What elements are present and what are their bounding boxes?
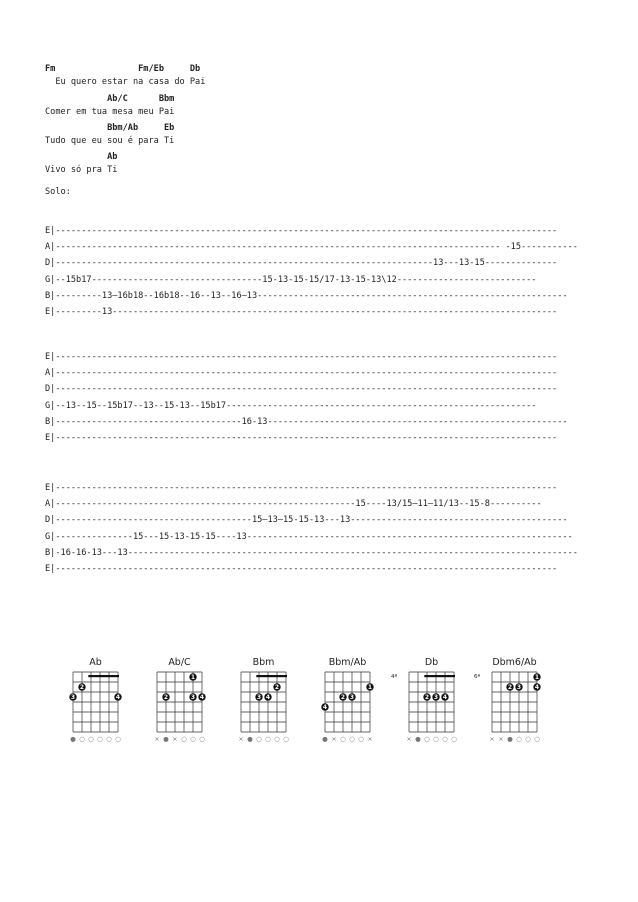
chord-name: Db xyxy=(424,657,439,668)
string-status-mark: ○ xyxy=(97,735,103,743)
tab-line: D|-------------------------------------------------------------------------13---13-15-------------- xyxy=(45,258,558,269)
tab-line: A|----------------------------------------------------------15----13/15—11—11/13--15-8---------- xyxy=(45,499,542,510)
string-status-mark: ○ xyxy=(190,735,196,743)
tab-line: E|------------------------------------------------------------------------------------------------- xyxy=(45,483,558,493)
finger-number: 3 xyxy=(516,684,522,692)
tab-line: B|-16-16-13---13--------------------------------------------------------------------------------------- xyxy=(45,547,578,558)
tab-line: G|--15b17---------------------------------15-13-15-15/17-13-15-13\12--------------------------- xyxy=(45,274,537,285)
string-status-mark: ● xyxy=(247,735,253,743)
chord-name: Ab/C xyxy=(168,657,191,668)
barre-bar xyxy=(88,675,119,677)
chord-line: Ab/C Bbm xyxy=(45,94,175,104)
string-status-mark: ○ xyxy=(525,735,531,743)
string-status-mark: × xyxy=(172,735,178,743)
string-status-mark: × xyxy=(154,735,160,743)
string-status-mark: ● xyxy=(70,735,76,743)
finger-number: 1 xyxy=(534,674,540,682)
chord-line: Fm Fm/Eb Db xyxy=(45,64,201,74)
tab-line: A|------------------------------------------------------------------------------------------------- xyxy=(45,368,558,379)
finger-number: 3 xyxy=(433,694,439,702)
barre-bar xyxy=(424,675,455,677)
finger-number: 4 xyxy=(115,694,121,702)
finger-number: 1 xyxy=(367,684,373,692)
string-status-mark: ○ xyxy=(256,735,262,743)
tab-line: G|---------------15---15-13-15-15----13--------------------------------------------------------------- xyxy=(45,531,573,542)
finger-number: 3 xyxy=(349,694,355,702)
string-status-mark: ○ xyxy=(274,735,280,743)
string-status-mark: ○ xyxy=(358,735,364,743)
string-status-mark: ● xyxy=(322,735,328,743)
tab-line: G|--13--15--15b17--13--15-13--15b17------------------------------------------------------------ xyxy=(45,400,537,411)
string-status-mark: × xyxy=(498,735,504,743)
string-status-mark: ○ xyxy=(433,735,439,743)
string-status-mark: ○ xyxy=(88,735,94,743)
tab-line: D|------------------------------------------------------------------------------------------------- xyxy=(45,384,558,395)
tab-line: E|---------13-------------------------------------------------------------------------------------- xyxy=(45,307,558,317)
finger-number: 1 xyxy=(190,674,196,682)
tab-line: E|------------------------------------------------------------------------------------------------- xyxy=(45,564,558,574)
string-status-mark: ○ xyxy=(79,735,85,743)
tab-line: D|--------------------------------------15—13—15-15-13---13------------------------------------------ xyxy=(45,515,568,526)
string-status-mark: ○ xyxy=(106,735,112,743)
solo-label: Solo: xyxy=(45,187,71,197)
string-status-mark: ○ xyxy=(181,735,187,743)
tab-line: E|------------------------------------------------------------------------------------------------- xyxy=(45,352,558,362)
barre-bar xyxy=(256,675,287,677)
chord-diagram xyxy=(474,657,541,743)
finger-number: 2 xyxy=(507,684,513,692)
fret-position-label: 6ª xyxy=(474,674,481,680)
finger-number: 2 xyxy=(424,694,430,702)
chord-line: Ab xyxy=(45,152,118,162)
fret-position-label: 4ª xyxy=(391,674,398,680)
chord-line: Bbm/Ab Eb xyxy=(45,123,175,133)
string-status-mark: ○ xyxy=(442,735,448,743)
string-status-mark: ○ xyxy=(265,735,271,743)
string-status-mark: × xyxy=(406,735,412,743)
chord-name: Dbm6/Ab xyxy=(492,657,537,668)
string-status-mark: ○ xyxy=(349,735,355,743)
string-status-mark: ○ xyxy=(115,735,121,743)
chord-diagram xyxy=(154,657,205,743)
lyric-line: Eu quero estar na casa do Pai xyxy=(45,77,206,87)
string-status-mark: ○ xyxy=(534,735,540,743)
chord-diagram xyxy=(321,657,373,743)
string-status-mark: ● xyxy=(415,735,421,743)
string-status-mark: ○ xyxy=(283,735,289,743)
finger-number: 2 xyxy=(340,694,346,702)
finger-number: 4 xyxy=(265,694,271,702)
finger-number: 3 xyxy=(70,694,76,702)
finger-number: 2 xyxy=(79,684,85,692)
lyric-line: Comer em tua mesa meu Pai xyxy=(45,107,175,117)
string-status-mark: ● xyxy=(507,735,513,743)
finger-number: 4 xyxy=(534,684,540,692)
string-status-mark: ○ xyxy=(199,735,205,743)
chord-diagrams xyxy=(0,656,638,746)
tab-line: E|------------------------------------------------------------------------------------------------- xyxy=(45,433,558,443)
string-status-mark: × xyxy=(331,735,337,743)
tab-line: E|------------------------------------------------------------------------------------------------- xyxy=(45,226,558,236)
chord-name: Bbm xyxy=(252,657,275,668)
string-status-mark: ● xyxy=(163,735,169,743)
string-status-mark: × xyxy=(367,735,373,743)
lyric-line: Vivo só pra Ti xyxy=(45,165,118,175)
string-status-mark: × xyxy=(489,735,495,743)
finger-number: 3 xyxy=(256,694,262,702)
string-status-mark: ○ xyxy=(340,735,346,743)
chord-diagram xyxy=(391,657,457,743)
chord-name: Ab xyxy=(89,657,102,668)
finger-number: 2 xyxy=(163,694,169,702)
string-status-mark: ○ xyxy=(424,735,430,743)
tab-line: A|-------------------------------------------------------------------------------------- -15----------- xyxy=(45,242,578,253)
lyric-line: Tudo que eu sou é para Ti xyxy=(45,136,175,146)
tab-line: B|------------------------------------16-13---------------------------------------------------------- xyxy=(45,416,568,427)
finger-number: 2 xyxy=(274,684,280,692)
finger-number: 4 xyxy=(322,704,328,712)
chord-diagram xyxy=(69,657,121,743)
finger-number: 3 xyxy=(190,694,196,702)
chord-diagram xyxy=(238,657,289,743)
string-status-mark: ○ xyxy=(451,735,457,743)
tab-line: B|---------13—16b18--16b18--16--13--16—13------------------------------------------------------------ xyxy=(45,290,568,301)
string-status-mark: × xyxy=(238,735,244,743)
finger-number: 4 xyxy=(442,694,448,702)
finger-number: 4 xyxy=(199,694,205,702)
string-status-mark: ○ xyxy=(516,735,522,743)
chord-name: Bbm/Ab xyxy=(328,657,367,668)
